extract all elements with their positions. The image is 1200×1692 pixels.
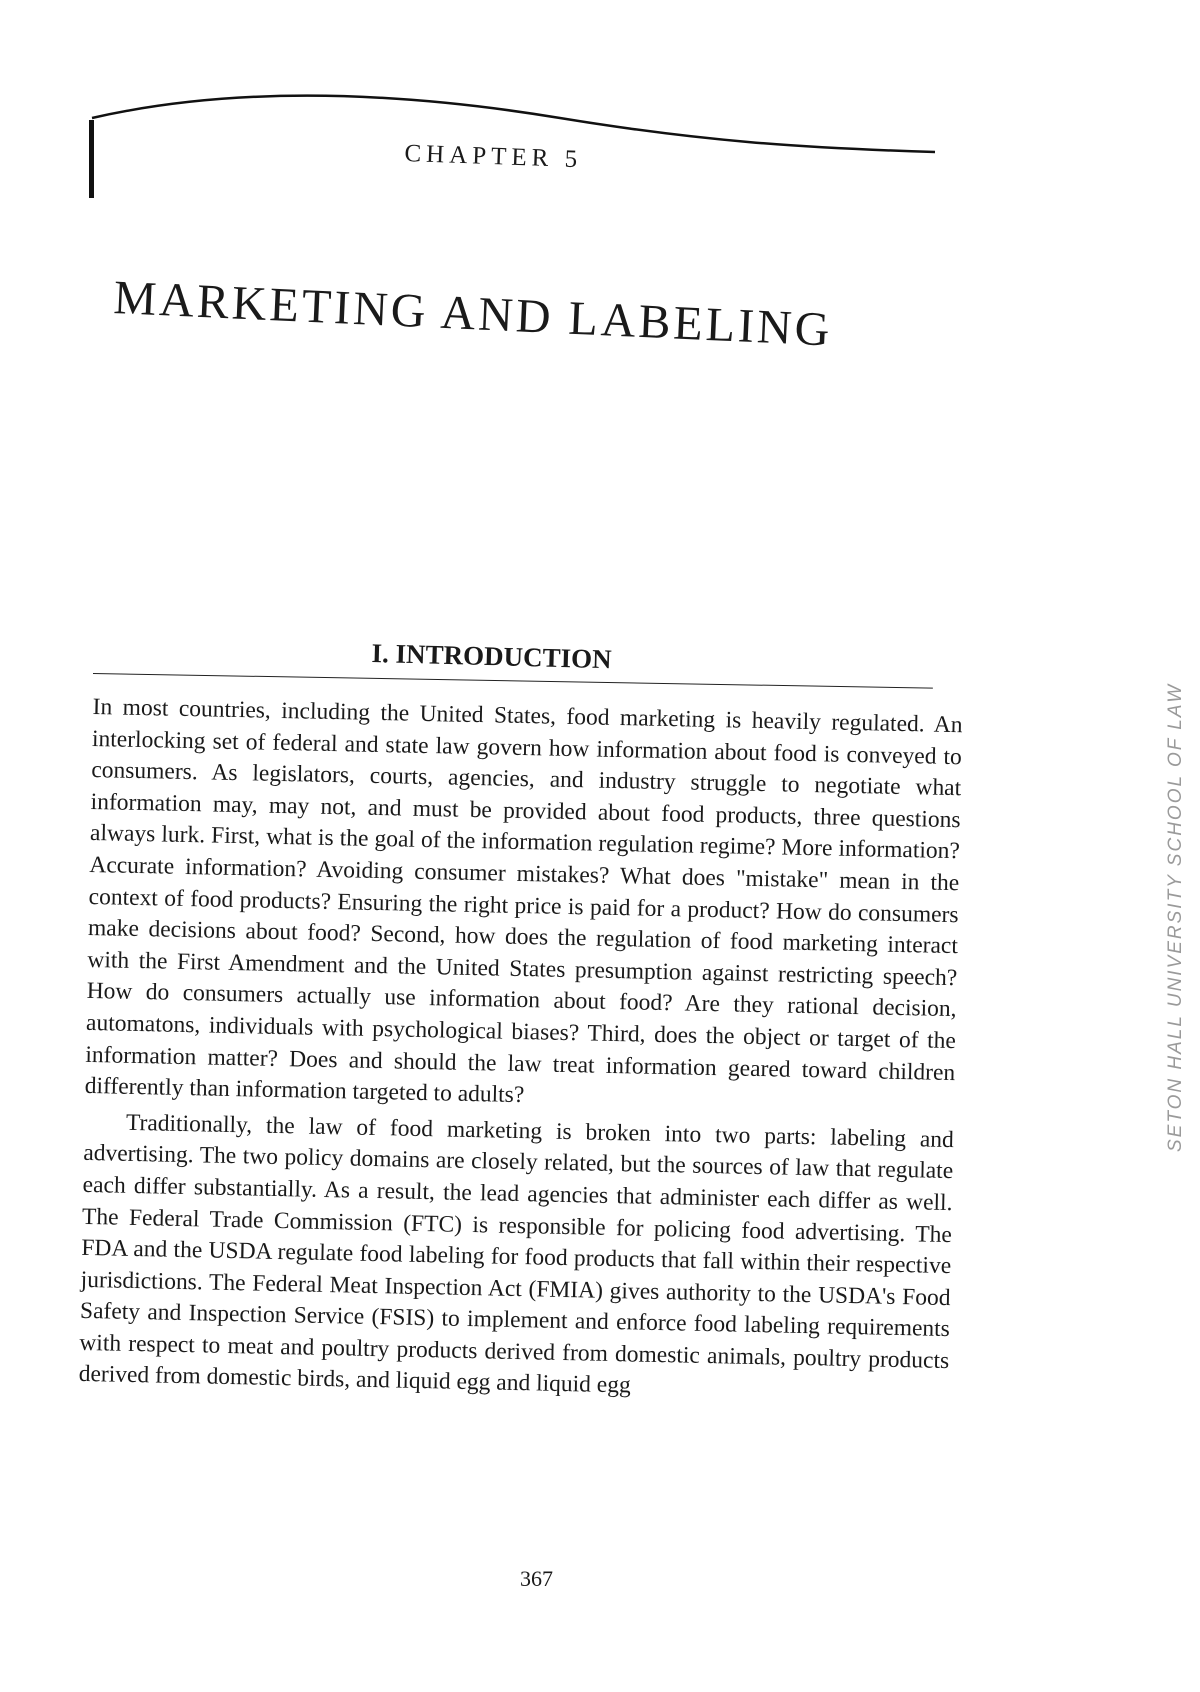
section-heading: I. INTRODUCTION: [371, 638, 612, 675]
chapter-header-bracket: [89, 120, 94, 198]
chapter-title: MARKETING AND LABELING: [112, 270, 834, 357]
chapter-label: CHAPTER 5: [404, 140, 583, 174]
library-stamp: SETON HALL UNIVERSITY SCHOOL OF LAW: [1165, 682, 1186, 1152]
section-rule: [93, 673, 933, 689]
page-number: 367: [520, 1566, 553, 1591]
paragraph: Traditionally, the law of food marketing is broken into two parts: labeling and advertising. The two policy domains are closely related, but the sources of law that regulate each differ substantially. As a result, the lead agencies that administer each differ as well. The Federal Trade Commission (FTC) is responsible for policing food advertising. The FDA and the USDA regulate food labeling for food products that fall within their respective jurisdictions. The Federal Meat Inspection Act (FMIA) gives authority to the USDA's Food Safety and Inspection Service (FSIS) to implement and enforce food labeling requirements with respect to meat and poultry products derived from domestic animals, poultry products derived from domestic birds, and liquid egg and liquid egg: [78, 1109, 955, 1399]
paragraph: In most countries, including the United States, food marketing is heavily regulated. An interlocking set of federal and state law govern how information about food is conveyed to consumers. As legislators, courts, agencies, and industry struggle to negotiate what information may, may not, and must be provided about food products, three questions always lurk. First, what is the goal of the information regulation regime? More information? Accurate information? Avoiding consumer mistakes? What does "mistake" mean in the context of food products? Ensuring the right price is paid for a product? How do consumers make decisions about food? Second, how does the regulation of food marketing interact with the First Amendment and the United States presumption against restricting speech? How do consumers actually use information about food? Are they rational decision, automatons, individuals with psychological biases? Third, does the object or target of the information matter? Does and should the law treat information geared toward children differently than information targeted to adults?: [84, 693, 963, 1109]
chapter-header-curve: [0, 0, 1200, 220]
body-text: [78, 692, 962, 1409]
